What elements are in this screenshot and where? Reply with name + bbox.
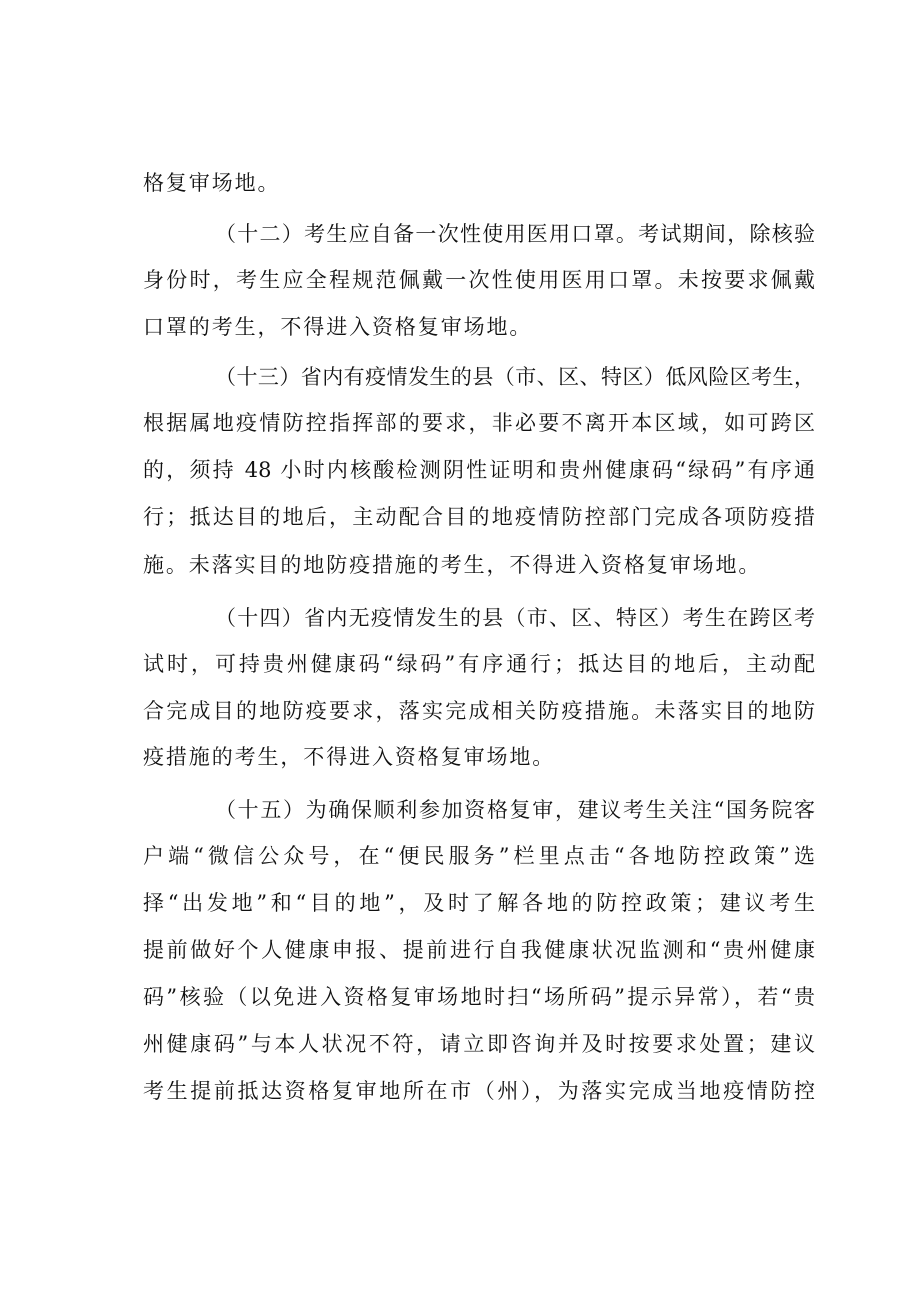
text-line: 口罩的考生，不得进入资格复审场地。 [143,315,533,339]
text-line: 根据属地疫情防控指挥部的要求，非必要不离开本区域，如可跨区 [143,411,815,435]
text-line: 疫措施的考生，不得进入资格复审场地。 [143,745,556,769]
paragraph-12-line: （十二）考生应自备一次性使用医用口罩。考试期间，除核验 [215,222,815,246]
text-line: 择“出发地”和“目的地”，及时了解各地的防控政策；建议考生 [143,891,815,915]
paragraph-14-line: （十四）省内无疫情发生的县（市、区、特区）考生在跨区考 [215,606,815,630]
text-line: 身份时，考生应全程规范佩戴一次性使用医用口罩。未按要求佩戴 [143,268,815,292]
text-line: 户端“微信公众号，在“便民服务”栏里点击“各地防控政策”选 [143,844,815,868]
text-line: 格复审场地。 [143,171,281,195]
text-line: 的，须持 48 小时内核酸检测阴性证明和贵州健康码“绿码”有序通 [143,458,815,482]
text-line: 行；抵达目的地后，主动配合目的地疫情防控部门完成各项防疫措 [143,505,815,529]
text-line: 州健康码”与本人状况不符，请立即咨询并及时按要求处置；建议 [143,1032,815,1056]
text-line: 施。未落实目的地防疫措施的考生，不得进入资格复审场地。 [143,553,762,577]
text-line: 试时，可持贵州健康码“绿码”有序通行；抵达目的地后，主动配 [143,652,815,676]
text-line: 合完成目的地防疫要求，落实完成相关防疫措施。未落实目的地防 [143,699,815,723]
paragraph-13-line: （十三）省内有疫情发生的县（市、区、特区）低风险区考生， [215,365,815,389]
text-line: 提前做好个人健康申报、提前进行自我健康状况监测和“贵州健康 [143,938,815,962]
paragraph-15-line: （十五）为确保顺利参加资格复审，建议考生关注“国务院客 [215,798,815,822]
text-line: 考生提前抵达资格复审地所在市（州），为落实完成当地疫情防控 [143,1079,815,1103]
text-line: 码”核验（以免进入资格复审场地时扫“场所码”提示异常），若“贵 [143,985,815,1009]
